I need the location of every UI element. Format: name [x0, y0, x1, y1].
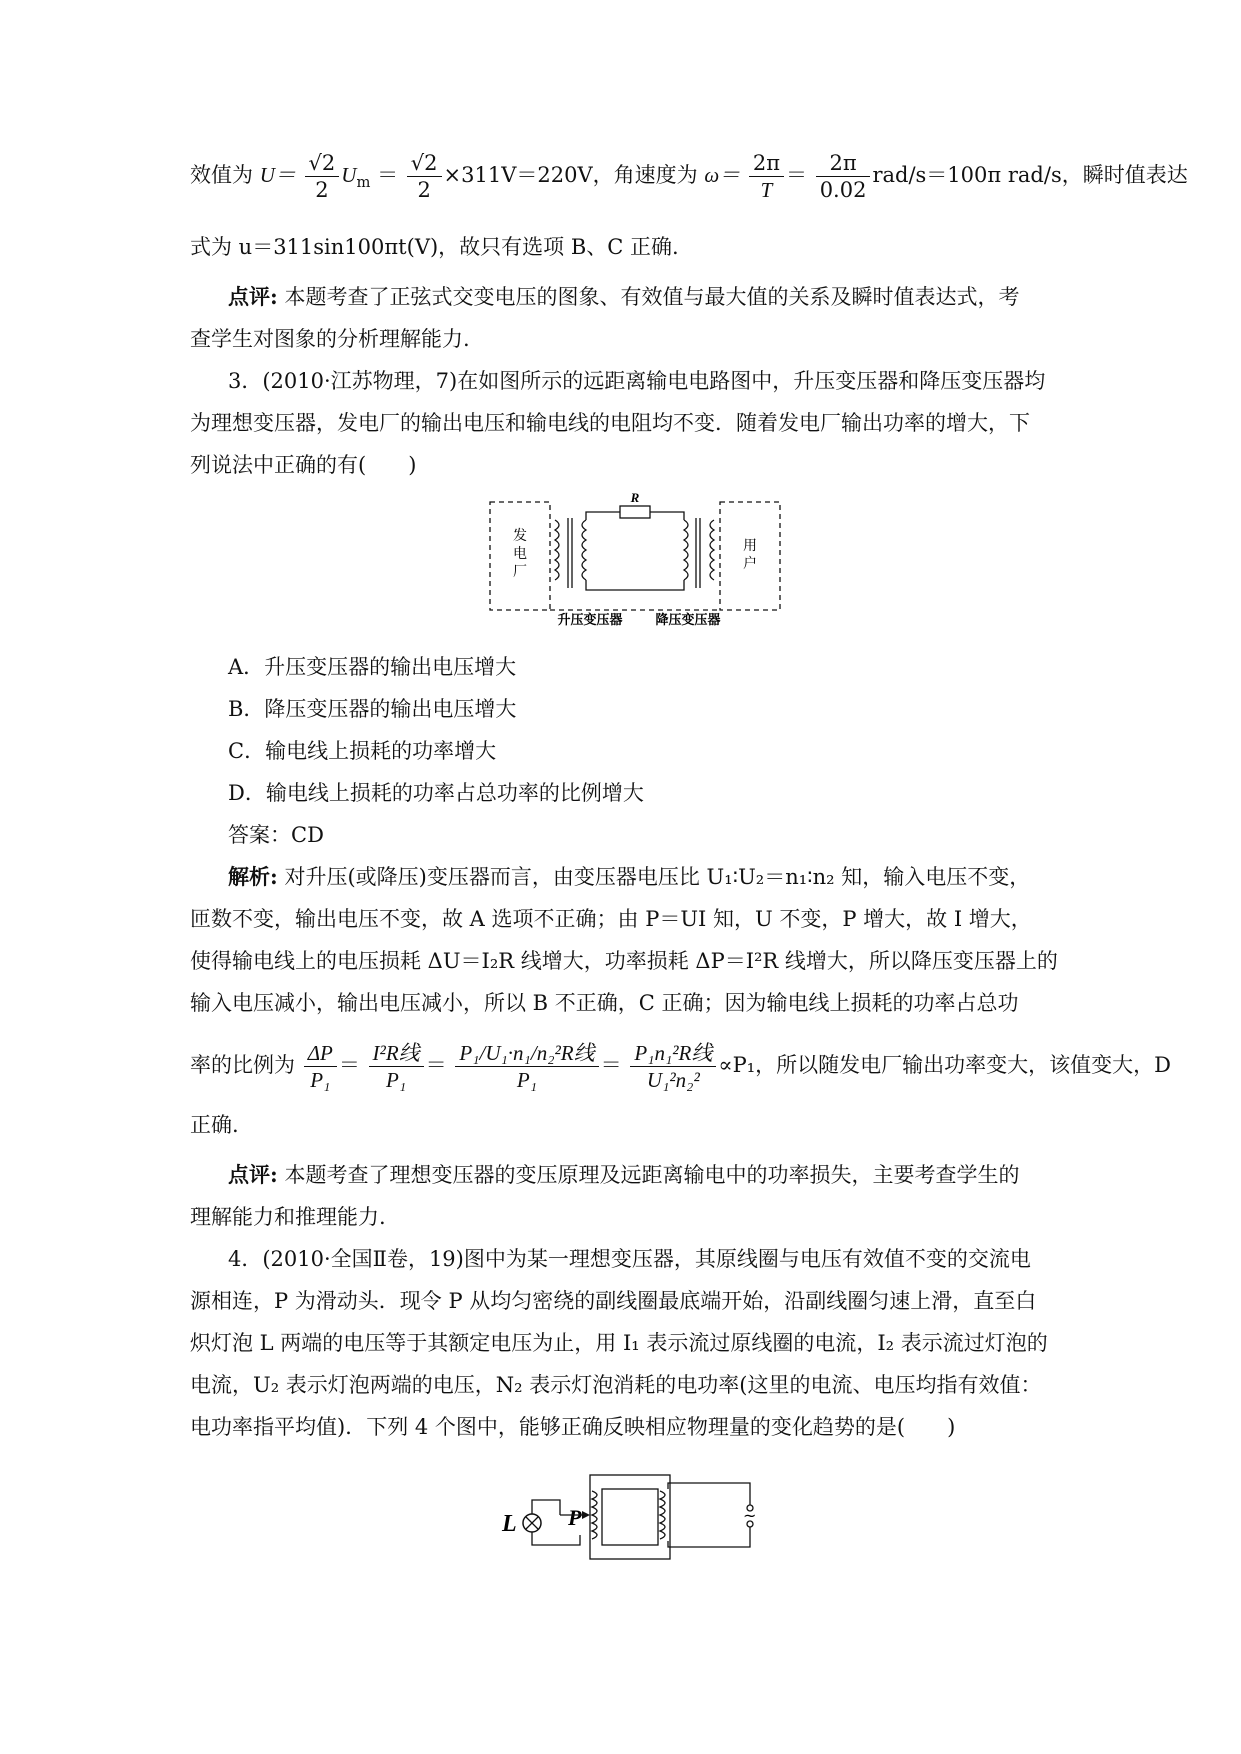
effective-value-line — [190, 150, 1188, 203]
frac-num: P₁/U₁·n₁/n₂²R线 — [455, 1040, 598, 1067]
q4-line-5: 电功率指平均值)．下列 4 个图中，能够正确反映相应物理量的变化趋势的是( ) — [190, 1415, 956, 1439]
comment-label: 点评: — [228, 1162, 278, 1187]
power-plant-char-3: 厂 — [513, 564, 527, 580]
lamp-label: L — [502, 1511, 517, 1537]
instant-expression-line: 式为 u＝311sin100πt(V)，故只有选项 B、C 正确. — [190, 235, 679, 259]
text-prefix: 效值为 — [190, 163, 253, 187]
frac-den: T — [760, 178, 773, 202]
resistor-label: R — [630, 490, 640, 505]
u1: U₁ — [485, 1041, 508, 1065]
equals: ＝ — [377, 163, 399, 187]
text-rad: rad/s＝100π rad/s，瞬时值表达 — [872, 163, 1188, 187]
q4-line-1: 4．(2010·全国Ⅱ卷，19)图中为某一理想变压器，其原线圈与电压有效值不变的交流电 — [228, 1247, 1031, 1271]
fraction-final — [630, 1040, 716, 1093]
primary-coil — [660, 1491, 665, 1539]
transmission-top-line-right — [650, 512, 684, 520]
ac-source-icon: ~ — [743, 1506, 757, 1525]
slider-label: P — [568, 1505, 582, 1530]
source-wire-top — [668, 1483, 750, 1505]
comment-2-line-2: 理解能力和推理能力. — [190, 1205, 386, 1229]
frac-den: 2 — [417, 178, 431, 202]
transformer-lamp-figure — [490, 1465, 790, 1565]
frac-num: 2π — [749, 150, 784, 177]
frac-den: 2 — [315, 178, 329, 202]
comment-text: 本题考查了理想变压器的变压原理及远距离输电中的功率损失，主要考查学生的 — [284, 1163, 1020, 1187]
n2: n₂ — [536, 1041, 555, 1065]
step-up-label: 升压变压器 — [557, 613, 623, 628]
fraction-2pi-over-002 — [816, 150, 871, 203]
comment-1-line-1 — [228, 282, 1098, 312]
comment-1-line-2: 查学生对图象的分析理解能力. — [190, 327, 470, 351]
resistor-R — [620, 506, 650, 518]
q3-line-3: 列说法中正确的有( ) — [190, 453, 417, 477]
fraction-sqrt2-over-2-b — [407, 150, 442, 203]
ratio-tail: ∝P₁，所以随发电厂输出功率变大，该值变大，D — [718, 1053, 1171, 1077]
text-311: ×311V＝220V，角速度为 — [443, 163, 698, 187]
lamp-wire-bottom — [532, 1532, 580, 1545]
frac-den: U₁²n₂² — [646, 1068, 700, 1092]
lamp-wire-top — [532, 1500, 560, 1515]
n1: n₁ — [513, 1041, 531, 1065]
r-line: ²R线 — [554, 1041, 595, 1065]
fraction-dP-over-P1 — [304, 1040, 337, 1093]
frac-num: √2 — [407, 150, 442, 177]
frac-num: I²R线 — [369, 1040, 424, 1067]
analysis-line-3: 使得输电线上的电压损耗 ΔU＝I₂R 线增大，功率损耗 ΔP＝I²R 线增大，所以降压变压器上的 — [190, 949, 1058, 973]
analysis-line-4: 输入电压减小，输出电压减小，所以 B 不正确，C 正确；因为输电线上损耗的功率占总功 — [190, 991, 1019, 1015]
comment-2-line-1 — [228, 1160, 1098, 1190]
step-up-primary-coil — [555, 520, 559, 580]
secondary-coil — [592, 1491, 597, 1539]
ratio-formula-line: 率的比例为 $\frac{\Delta P}{\text{P₁}}$ ＝ $\frac{\text{I²R线}}{\text{P₁}}$ ＝ $\frac{\text{P₁/U₁·n₁/n₂²R线}}{\text{P₁}}$ ＝ $\frac{\text{P₁n₁²R线}}{\text{U₁²n₂²}}$ ∝P₁，所以随发电厂输出功率变大，该值变大，D — [190, 1041, 1171, 1092]
equals: ＝ — [786, 163, 807, 187]
comment-label: 点评: — [228, 284, 278, 309]
Um-symbol: U — [341, 163, 357, 187]
q4-line-2: 源相连，P 为滑动头．现令 P 从均匀密绕的副线圈最底端开始，沿副线圈匀速上滑，直至白 — [190, 1289, 1037, 1313]
analysis-line-2: 匝数不变，输出电压不变，故 A 选项不正确；由 P＝UI 知，U 不变，P 增大，故 I 增大， — [190, 907, 1032, 931]
fraction-complex — [455, 1040, 598, 1093]
option-D: D．输电线上损耗的功率占总功率的比例增大 — [228, 781, 644, 805]
transformer-core-inner — [602, 1489, 658, 1545]
step-down-primary-coil — [684, 520, 688, 580]
option-B: B．降压变压器的输出电压增大 — [228, 697, 517, 721]
frac-den: P₁ — [386, 1068, 407, 1092]
answer-line: 答案：CD — [228, 823, 324, 847]
fraction-2pi-over-T — [749, 150, 784, 203]
transmission-circuit-figure — [480, 490, 800, 630]
slider-arrowhead — [582, 1511, 590, 1519]
transmission-top-line — [586, 512, 620, 520]
comment-text: 本题考查了正弦式交变电压的图象、有效值与最大值的关系及瞬时值表达式，考 — [284, 285, 1020, 309]
U-eq: U＝ — [259, 163, 296, 187]
step-up-secondary-coil — [582, 520, 586, 580]
analysis-line-1 — [228, 862, 1098, 892]
ratio-prefix: 率的比例为 — [190, 1053, 295, 1077]
fraction-sqrt2-over-2 — [305, 150, 340, 203]
frac-den: P₁ — [516, 1068, 538, 1092]
frac-num: 2π — [816, 150, 871, 177]
user-char-1: 用 — [743, 538, 757, 554]
q4-line-3: 炽灯泡 L 两端的电压等于其额定电压为止，用 I₁ 表示流过原线圈的电流，I₂ 表示流过灯泡的 — [190, 1331, 1048, 1355]
frac-den: 0.02 — [819, 178, 867, 202]
option-C: C．输电线上损耗的功率增大 — [228, 739, 497, 763]
option-A: A．升压变压器的输出电压增大 — [228, 655, 517, 679]
q4-line-4: 电流，U₂ 表示灯泡两端的电压，N₂ 表示灯泡消耗的电功率(这里的电流、电压均指有效值： — [190, 1373, 1042, 1397]
Um-subscript: m — [356, 174, 371, 192]
p1: P₁ — [459, 1041, 480, 1065]
power-plant-char-1: 发 — [513, 528, 527, 544]
user-char-2: 户 — [743, 556, 757, 572]
step-down-secondary-coil — [710, 520, 714, 580]
frac-num: P₁n₁²R线 — [630, 1040, 716, 1067]
source-wire-bottom — [668, 1527, 750, 1547]
q3-line-1: 3．(2010·江苏物理，7)在如图所示的远距离输电电路图中，升压变压器和降压变压器均 — [228, 369, 1046, 393]
frac-num: √2 — [305, 150, 340, 177]
omega-eq: ω＝ — [704, 163, 741, 187]
frac-num: ΔP — [304, 1040, 337, 1067]
frac-den: P₁ — [310, 1068, 331, 1092]
fraction-I2R-over-P1 — [369, 1040, 424, 1093]
power-plant-char-2: 电 — [513, 546, 527, 562]
analysis-last-line: 正确. — [190, 1113, 239, 1137]
analysis-label: 解析: — [228, 864, 278, 889]
analysis-text: 对升压(或降压)变压器而言，由变压器电压比 U₁∶U₂＝n₁∶n₂ 知，输入电压不变， — [284, 865, 1031, 889]
step-down-label: 降压变压器 — [655, 613, 721, 628]
transmission-bottom-line — [586, 580, 684, 590]
q3-line-2: 为理想变压器，发电厂的输出电压和输电线的电阻均不变．随着发电厂输出功率的增大，下 — [190, 411, 1030, 435]
